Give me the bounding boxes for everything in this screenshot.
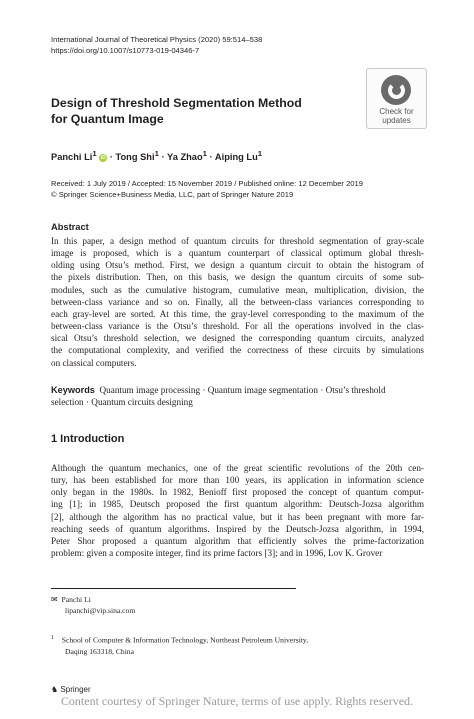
badge-line2: updates — [382, 116, 411, 125]
text-line: reaching seeds of quantum algorithms. Inspired by the Deutsch-Jozsa algorithm, in 1994, — [51, 523, 424, 534]
affiliation-number: 1 — [51, 634, 55, 641]
author-name[interactable]: Panchi Li — [51, 152, 93, 163]
author-separator: · — [206, 152, 215, 163]
text-line: [2], although the algorithm has no practical value, but it has been pregnant with more far- — [51, 511, 424, 522]
courtesy-notice: Content courtesy of Springer Nature, terms of use apply. Rights reserved. — [60, 694, 414, 708]
abstract-body — [51, 235, 424, 369]
affiliation-marker: 1 — [257, 149, 263, 158]
footnote-divider — [51, 588, 296, 589]
text-line: Peter Shor proposed a quantum algorithm that efficiently solves the prime-factorization — [51, 535, 424, 546]
title-line2: for Quantum Image — [51, 111, 164, 126]
text-line: problem: given a composite integer, find its prime factors [3]; and in 1996, Lov K. Grover — [51, 548, 383, 559]
publisher-logo — [51, 685, 91, 694]
corresponding-name: Panchi Li — [61, 595, 91, 604]
copyright-line: © Springer Science+Business Media, LLC, part of Springer Nature 2019 — [51, 189, 294, 199]
text-line: on classical computers. — [51, 357, 137, 368]
text-line: ing [1]; in 1985, Deutsch proposed the first quantum algorithm: Deutsch-Jozsa algorithm — [51, 499, 424, 510]
affiliation-line1: School of Computer & Information Technology, Northeast Petroleum University, — [61, 635, 309, 645]
title-line1: Design of Threshold Segmentation Method — [51, 96, 302, 110]
doi-link[interactable]: https://doi.org/10.1007/s10773-019-04346-7 — [51, 46, 200, 55]
keywords-block — [51, 384, 424, 408]
crossmark-icon — [381, 75, 411, 105]
text-line: olding using Otsu’s method. First, we design a quantum circuit to obtain the histogram of — [51, 260, 424, 271]
author-list — [51, 149, 262, 162]
affiliation-marker: 1 — [92, 149, 97, 158]
affiliation-marker: 1 — [154, 149, 159, 158]
envelope-icon: ✉ — [51, 595, 58, 604]
corresponding-email[interactable]: lipanchi@vip.sina.com — [65, 606, 136, 615]
publication-dates — [51, 179, 363, 200]
introduction-body — [51, 462, 424, 559]
keywords-line2: selection · Quantum circuits designing — [51, 397, 193, 408]
text-line: between-class variance and so on. Finally, all the between-class variances corresponding to — [51, 296, 424, 307]
springer-horse-icon: ♞ — [51, 685, 59, 694]
abstract-heading: Abstract — [51, 222, 89, 232]
text-line: sical Otsu’s threshold selection, we designed the corresponding quantum circuits, analyzed — [51, 333, 424, 344]
dates-line: Received: 1 July 2019 / Accepted: 15 November 2019 / Published online: 12 December 2019 — [51, 179, 363, 188]
journal-citation: International Journal of Theoretical Physics (2020) 59:514–538 — [51, 35, 263, 44]
text-line: In this paper, a design method of quantum circuits for threshold segmentation of gray-scale — [51, 236, 424, 246]
author-name[interactable]: Aiping Lu — [214, 152, 258, 163]
affiliation — [51, 632, 308, 657]
section-heading: 1 Introduction — [51, 433, 125, 445]
text-line: each gray-level are sorted. At this time, the gray-level corresponding to the maximum of the — [51, 308, 424, 319]
affiliation-marker: 1 — [202, 149, 207, 158]
author-name[interactable]: Tong Shi — [115, 152, 155, 163]
text-line: only began in the 1980s. In 1982, Benioff first proposed the concept of quantum comput- — [51, 487, 424, 498]
author-separator: · — [158, 152, 167, 163]
keywords-line1: Quantum image processing · Quantum image segmentation · Otsu’s threshold — [99, 385, 386, 395]
orcid-icon[interactable]: iD — [100, 155, 106, 162]
affiliation-line2: Daqing 163318, China — [65, 646, 134, 656]
paper-title — [51, 96, 302, 127]
text-line: the computational complexity, and verified the correctness of these circuits by simulations — [51, 345, 424, 356]
text-line: Although the quantum mechanics, one of the great scientific revolutions of the 20th cen- — [51, 463, 424, 473]
author-name[interactable]: Ya Zhao — [167, 152, 203, 163]
check-for-updates-badge[interactable] — [366, 68, 427, 129]
author-separator: · — [107, 152, 116, 163]
badge-line1: Check for — [379, 107, 414, 116]
badge-label — [367, 107, 426, 125]
journal-header — [51, 34, 262, 56]
publisher-name: Springer — [60, 685, 91, 694]
text-line: the pixels distribution. Then, on this basis, we design the quantum circuits of some sub- — [51, 272, 424, 283]
text-line: between-class variance is the Otsu’s threshold. For all the operations involved in the clas- — [51, 321, 424, 332]
text-line: image is proposed, which is a quantum counterpart of classical optimum global thresh- — [51, 248, 424, 259]
text-line: modules, such as the cumulative histogram, cumulative mean, multiplication, division, the — [51, 284, 424, 295]
keywords-label: Keywords — [51, 385, 95, 395]
text-line: tury, has been established for more than 100 years, its application in information science — [51, 475, 424, 486]
corresponding-author — [51, 594, 135, 616]
